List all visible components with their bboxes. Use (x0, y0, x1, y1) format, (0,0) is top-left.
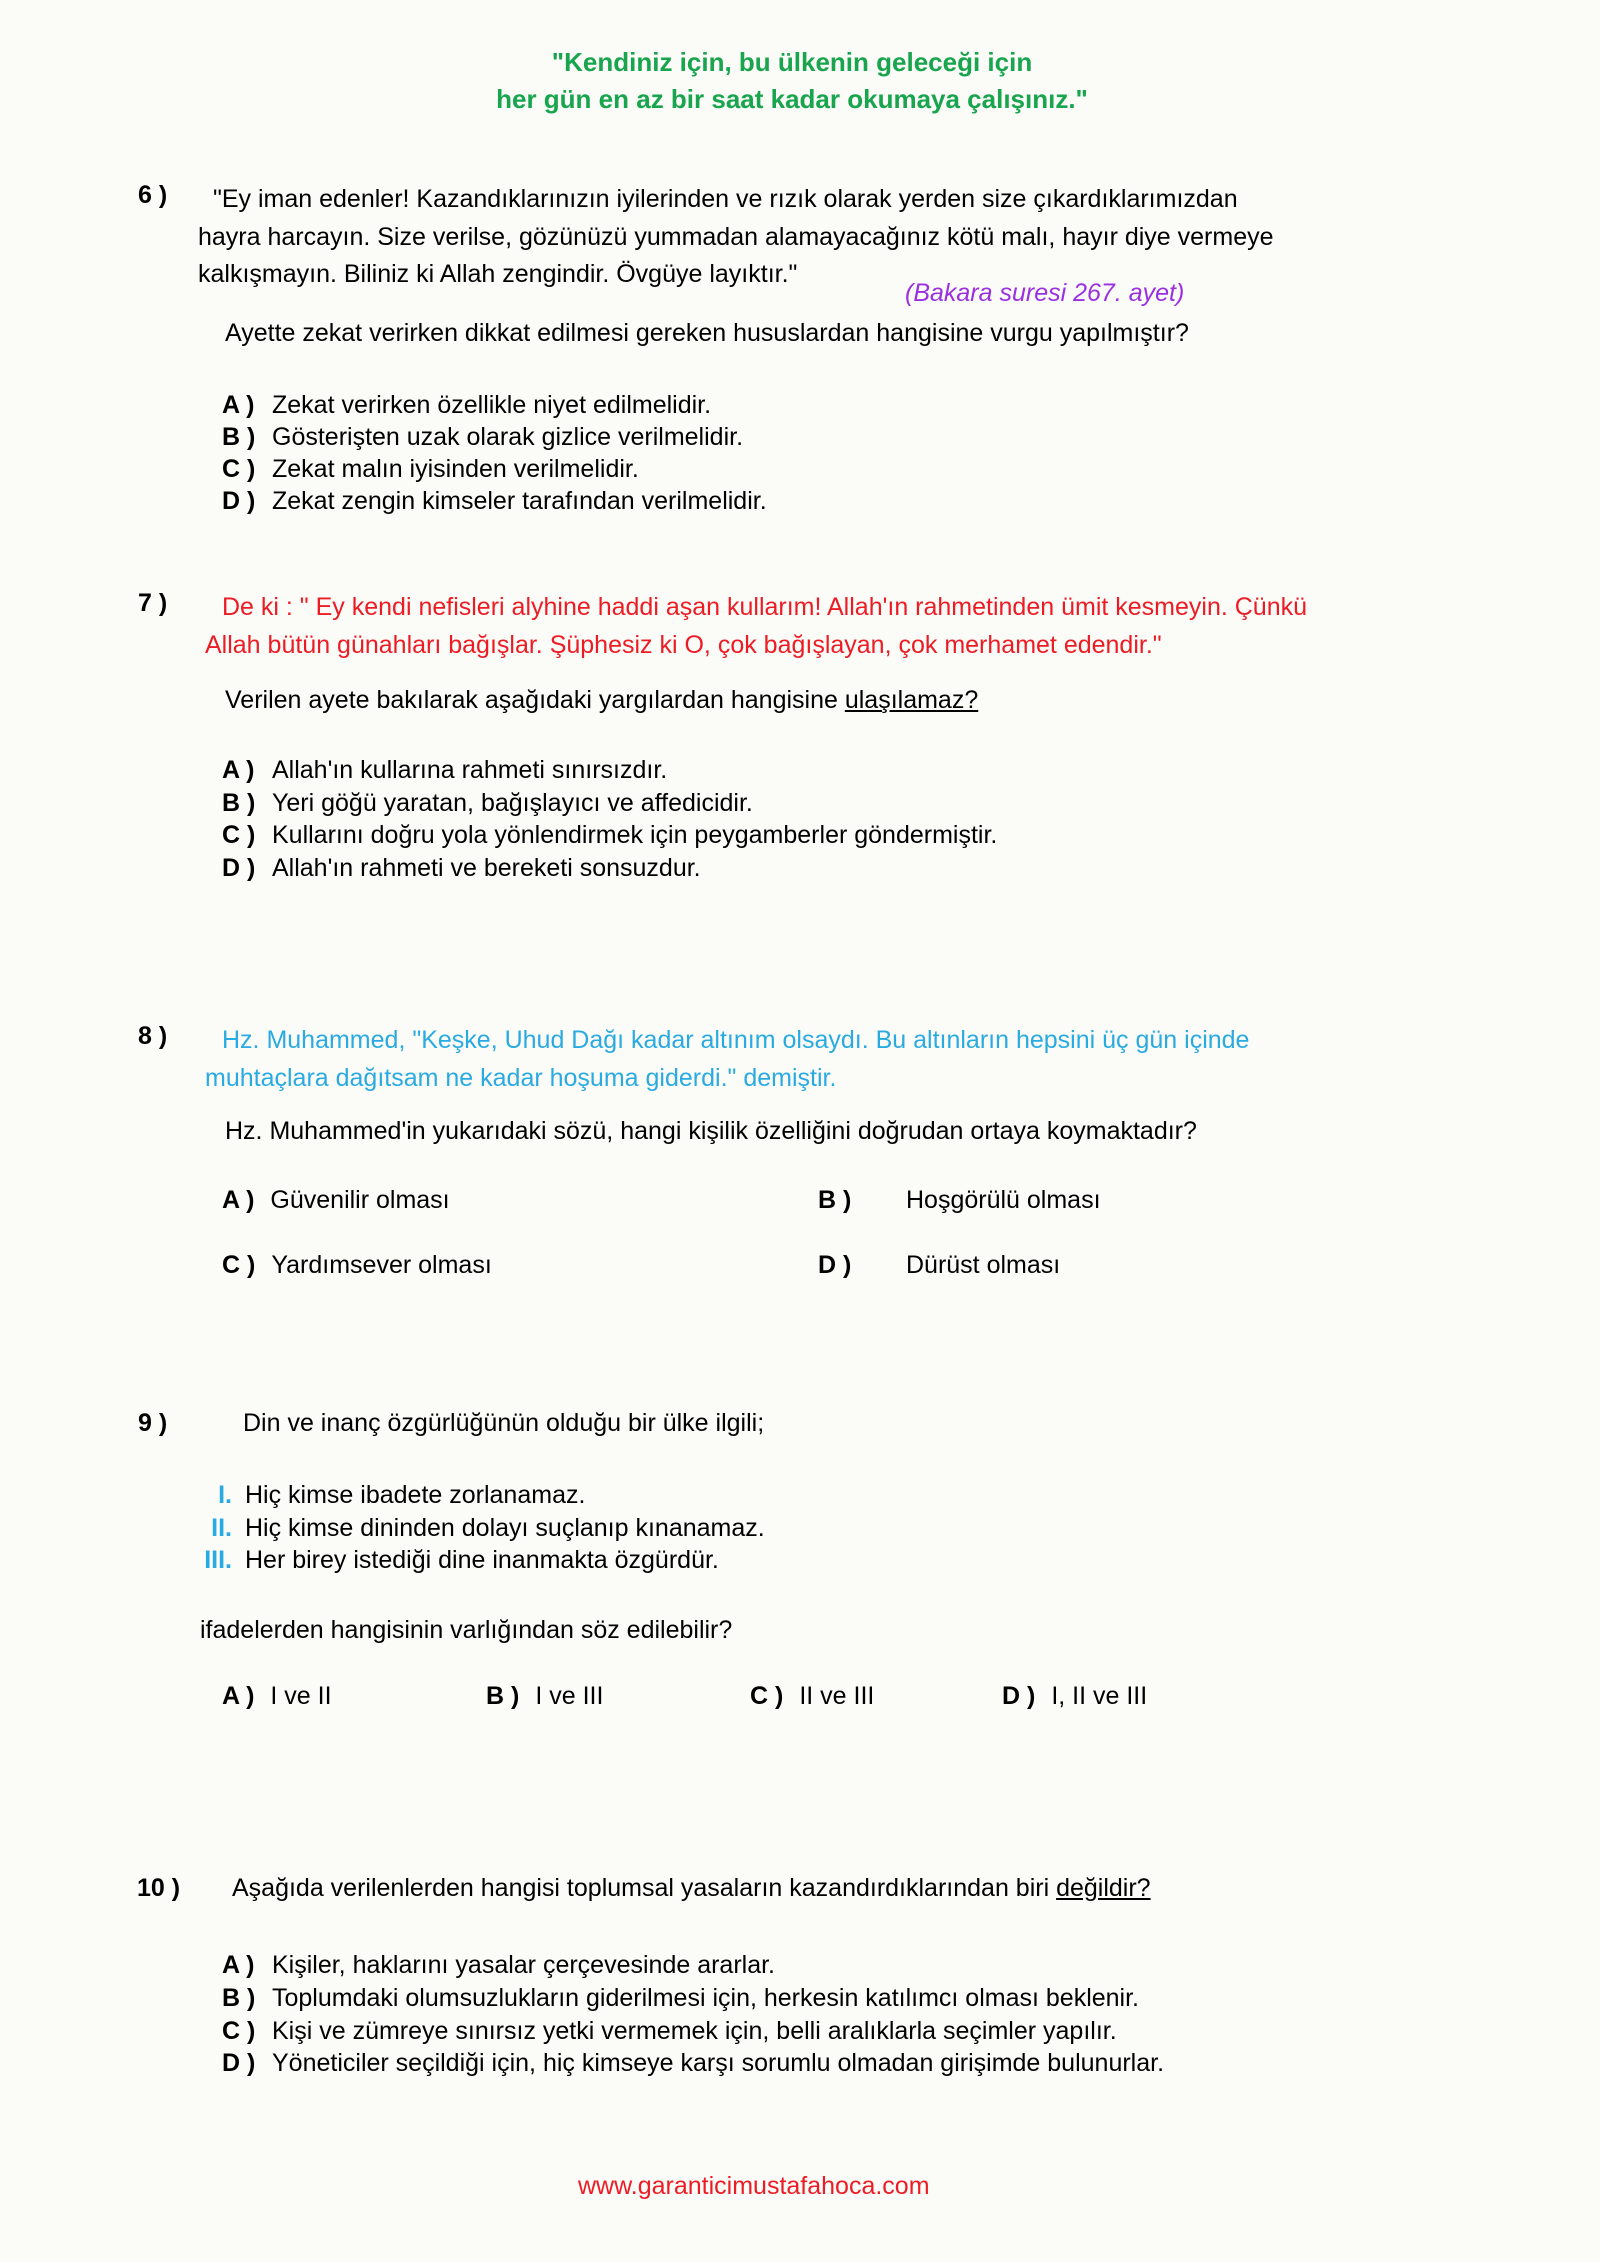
option-text: Güvenilir olması (270, 1186, 450, 1214)
option-letter: B ) (222, 788, 256, 817)
question-6-text-line: kalkışmayın. Biliniz ki Allah zengindir. Övgüye layıktır." (198, 260, 798, 288)
header-quote-line-1: "Kendiniz için, bu ülkenin geleceği için (551, 47, 1033, 77)
option-text: Zekat verirken özellikle niyet edilmelidir. (272, 391, 712, 419)
option-row (1002, 1682, 1147, 1711)
option-text: Kişiler, haklarını yasalar çerçevesinde ararlar. (272, 1951, 776, 1979)
option-row (750, 1682, 874, 1711)
option-text: I ve III (535, 1682, 604, 1710)
roman-numeral: I. (218, 1481, 232, 1509)
option-letter: B ) (222, 1983, 256, 2012)
option-letter: A ) (222, 1186, 255, 1214)
question-9-roman-list (190, 1479, 765, 1577)
question-6-number: 6 ) (138, 181, 168, 209)
footer-url-link[interactable]: www.garanticimustafahoca.com (578, 2172, 930, 2200)
page-header-quote (0, 44, 1584, 118)
option-letter: C ) (222, 2016, 256, 2045)
stem-underlined-text: değildir? (1056, 1874, 1151, 1902)
option-text: Dürüst olması (906, 1251, 1061, 1279)
option-letter: A ) (222, 1951, 255, 1979)
question-6-options (222, 389, 767, 517)
option-letter: B ) (818, 1186, 852, 1214)
option-text: Yeri göğü yaratan, bağışlayıcı ve affedicidir. (272, 788, 753, 817)
stem-text: Verilen ayete bakılarak aşağıdaki yargılardan hangisine (225, 686, 845, 714)
roman-numeral: III. (204, 1546, 232, 1574)
option-letter: C ) (222, 455, 256, 483)
option-letter: D ) (818, 1251, 852, 1279)
option-text: I, II ve III (1051, 1682, 1148, 1710)
question-7-stem (225, 686, 978, 715)
question-10-number: 10 ) (137, 1874, 181, 1902)
question-7-text (205, 589, 1307, 664)
option-row (222, 787, 997, 820)
question-9-stem-2: ifadelerden hangisinin varlığından söz edilebilir? (200, 1616, 733, 1644)
option-row (222, 2015, 1164, 2048)
roman-item (190, 1544, 765, 1577)
option-row (222, 1982, 1164, 2015)
roman-item-text: Hiç kimse ibadete zorlanamaz. (245, 1481, 586, 1509)
option-row (222, 453, 767, 485)
question-6-stem: Ayette zekat verirken dikkat edilmesi gereken hususlardan hangisine vurgu yapılmıştır? (225, 319, 1189, 347)
option-row (222, 2047, 1164, 2080)
option-row (486, 1682, 603, 1711)
option-row (222, 389, 767, 421)
option-letter: A ) (222, 391, 255, 419)
option-letter: D ) (222, 2049, 256, 2078)
option-row (222, 1186, 450, 1215)
question-8-number: 8 ) (138, 1022, 168, 1050)
roman-item-text: Hiç kimse dininden dolayı suçlanıp kınanamaz. (245, 1513, 765, 1542)
option-text: Yardımsever olması (271, 1251, 492, 1279)
option-text: Zekat malın iyisinden verilmelidir. (272, 455, 639, 483)
roman-item (190, 1512, 765, 1545)
question-6-text-line: hayra harcayın. Size verilse, gözünüzü yummadan alamayacağınız kötü malı, hayır diye vermeye (198, 222, 1274, 251)
question-7-text-line: De ki : " Ey kendi nefisleri alyhine haddi aşan kullarım! Allah'ın rahmetinden ümit kesmeyin. Çünkü (222, 593, 1308, 621)
option-text: Allah'ın rahmeti ve bereketi sonsuzdur. (272, 854, 701, 883)
stem-underlined-text: ulaşılamaz? (844, 686, 979, 714)
option-letter: D ) (1002, 1682, 1036, 1710)
question-7-options (222, 754, 997, 885)
option-letter: A ) (222, 1682, 255, 1710)
question-8-text-line: muhtaçlara dağıtsam ne kadar hoşuma giderdi." demiştir. (205, 1063, 837, 1092)
option-row (222, 421, 767, 453)
roman-item-text: Her birey istediği dine inanmakta özgürdür. (245, 1546, 719, 1574)
option-text: Hoşgörülü olması (906, 1186, 1101, 1214)
option-letter: C ) (750, 1682, 784, 1710)
option-letter: B ) (486, 1682, 520, 1710)
question-6-text (198, 181, 1274, 294)
option-text: Zekat zengin kimseler tarafından verilmelidir. (272, 487, 767, 515)
question-9-number: 9 ) (138, 1409, 168, 1437)
question-6-text-line: "Ey iman edenler! Kazandıklarınızın iyilerinden ve rızık olarak yerden size çıkardıklarımızdan (213, 185, 1238, 213)
roman-numeral: II. (211, 1513, 232, 1542)
option-text: Yöneticiler seçildiği için, hiç kimseye karşı sorumlu olmadan girişimde bulunurlar. (272, 2049, 1165, 2078)
option-row (222, 1251, 492, 1280)
option-text: II ve III (799, 1682, 875, 1710)
option-row (222, 819, 997, 852)
header-quote-line-2: her gün en az bir saat kadar okumaya çalışınız." (496, 84, 1088, 114)
verse-citation: (Bakara suresi 267. ayet) (905, 279, 1185, 307)
option-text: Allah'ın kullarına rahmeti sınırsızdır. (272, 756, 668, 784)
option-letter: D ) (222, 854, 256, 883)
question-10-stem (232, 1874, 1151, 1903)
option-row (818, 1251, 1060, 1280)
option-letter: D ) (222, 487, 256, 515)
option-row (222, 1949, 1164, 1982)
option-row (818, 1186, 1101, 1215)
question-8-text-line: Hz. Muhammed, "Keşke, Uhud Dağı kadar altınım olsaydı. Bu altınların hepsini üç gün içinde (222, 1026, 1250, 1054)
option-text: I ve II (270, 1682, 332, 1710)
question-8-stem: Hz. Muhammed'in yukarıdaki sözü, hangi kişilik özelliğini doğrudan ortaya koymaktadır? (225, 1117, 1197, 1145)
question-9-stem: Din ve inanç özgürlüğünün olduğu bir ülke ilgili; (243, 1409, 765, 1437)
option-text: Gösterişten uzak olarak gizlice verilmelidir. (272, 423, 744, 451)
roman-item (190, 1479, 765, 1512)
option-text: Toplumdaki olumsuzlukların giderilmesi için, herkesin katılımcı olması beklenir. (272, 1983, 1140, 2012)
option-letter: C ) (222, 1251, 256, 1279)
option-letter: B ) (222, 423, 256, 451)
option-text: Kullarını doğru yola yönlendirmek için peygamberler göndermiştir. (272, 821, 998, 850)
question-8-text (205, 1022, 1249, 1097)
option-row (222, 485, 767, 517)
option-text: Kişi ve zümreye sınırsız yetki vermemek için, belli aralıklarla seçimler yapılır. (272, 2016, 1117, 2045)
option-letter: A ) (222, 756, 255, 784)
option-letter: C ) (222, 821, 256, 850)
option-row (222, 754, 997, 787)
question-10-options (222, 1949, 1164, 2080)
question-7-text-line: Allah bütün günahları bağışlar. Şüphesiz ki O, çok bağışlayan, çok merhamet edendir." (205, 630, 1162, 659)
option-row (222, 1682, 332, 1711)
question-7-number: 7 ) (138, 589, 168, 617)
stem-text: Aşağıda verilenlerden hangisi toplumsal yasaların kazandırdıklarından biri (232, 1874, 1057, 1902)
option-row (222, 852, 997, 885)
